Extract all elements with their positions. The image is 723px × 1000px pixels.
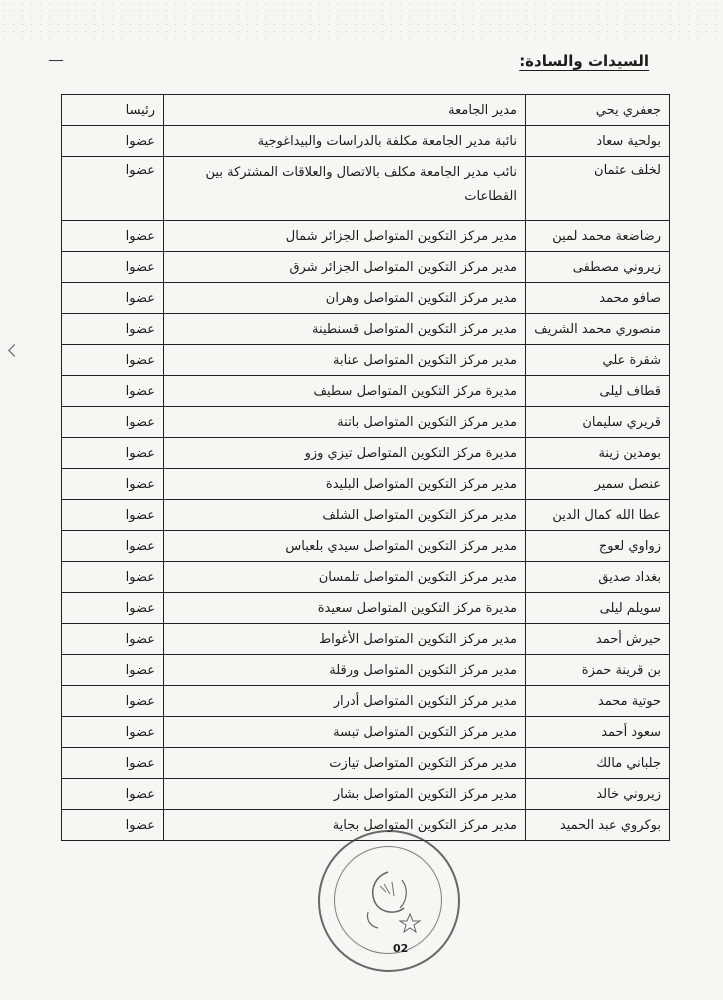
table-row [62,314,670,345]
member-name-cell: بن قرينة حمزة [526,655,670,686]
member-status-cell: عضوا [62,469,164,500]
member-name-cell: زواوي لعوج [526,531,670,562]
margin-mark [8,344,21,357]
member-name-cell: بوكروي عبد الحميد [526,810,670,841]
member-role-cell: مدير مركز التكوين المتواصل الشلف [164,500,526,531]
member-name-cell: عطا الله كمال الدين [526,500,670,531]
member-status-cell: عضوا [62,655,164,686]
heading-dash [49,60,63,61]
page-number: 02 [393,942,409,955]
member-status-cell: عضوا [62,157,164,221]
member-status-cell: عضوا [62,221,164,252]
member-role-cell: نائبة مدير الجامعة مكلفة بالدراسات والبيداغوجية [164,126,526,157]
member-name-cell: عنصل سمير [526,469,670,500]
member-name-cell: بولحية سعاد [526,126,670,157]
official-stamp [318,830,460,972]
table-row [62,438,670,469]
member-role-cell: مدير مركز التكوين المتواصل الجزائر شرق [164,252,526,283]
member-role-cell: مدير مركز التكوين المتواصل وهران [164,283,526,314]
table-row [62,655,670,686]
member-status-cell: عضوا [62,624,164,655]
member-name-cell: سويلم ليلى [526,593,670,624]
member-name-cell: زيروني خالد [526,779,670,810]
member-name-cell: صافو محمد [526,283,670,314]
member-role-cell: مدير مركز التكوين المتواصل سيدي بلعباس [164,531,526,562]
member-role-cell: مدير الجامعة [164,95,526,126]
table-row [62,531,670,562]
table-row [62,748,670,779]
member-status-cell: عضوا [62,593,164,624]
table-row [62,345,670,376]
member-name-cell: جعفري يحي [526,95,670,126]
member-role-cell: مدير مركز التكوين المتواصل باتنة [164,407,526,438]
member-name-cell: لخلف عثمان [526,157,670,221]
member-name-cell: قريري سليمان [526,407,670,438]
member-status-cell: عضوا [62,314,164,345]
table-row [62,221,670,252]
member-name-cell: بومدين زينة [526,438,670,469]
member-status-cell: عضوا [62,126,164,157]
table-row [62,469,670,500]
member-name-cell: قطاف ليلى [526,376,670,407]
member-status-cell: عضوا [62,407,164,438]
addressee-heading: السيدات والسادة: [519,52,649,70]
member-name-cell: حوتية محمد [526,686,670,717]
member-status-cell: عضوا [62,748,164,779]
table-row [62,686,670,717]
member-status-cell: عضوا [62,345,164,376]
member-status-cell: عضوا [62,376,164,407]
member-status-cell: عضوا [62,252,164,283]
member-role-cell: مديرة مركز التكوين المتواصل سطيف [164,376,526,407]
member-role-cell: مدير مركز التكوين المتواصل قسنطينة [164,314,526,345]
member-name-cell: زيروني مصطفى [526,252,670,283]
member-status-cell: عضوا [62,717,164,748]
table-row [62,126,670,157]
member-role-cell: مديرة مركز التكوين المتواصل تيزي وزو [164,438,526,469]
table-row [62,157,670,221]
member-name-cell: منصوري محمد الشريف [526,314,670,345]
member-name-cell: بغداد صديق [526,562,670,593]
table-row [62,252,670,283]
member-role-cell: مدير مركز التكوين المتواصل تلمسان [164,562,526,593]
member-name-cell: رضاضعة محمد لمين [526,221,670,252]
table-row [62,407,670,438]
member-status-cell: عضوا [62,531,164,562]
member-name-cell: حيرش أحمد [526,624,670,655]
members-table [61,94,670,841]
official-seal-icon [350,866,428,936]
member-role-cell: مدير مركز التكوين المتواصل عنابة [164,345,526,376]
member-status-cell: عضوا [62,562,164,593]
member-role-cell: مدير مركز التكوين المتواصل تبسة [164,717,526,748]
table-row [62,562,670,593]
members-table-body [62,95,670,841]
member-name-cell: سعود أحمد [526,717,670,748]
table-row [62,593,670,624]
member-status-cell: عضوا [62,779,164,810]
member-role-cell: مدير مركز التكوين المتواصل بجاية [164,810,526,841]
table-row [62,95,670,126]
member-status-cell: عضوا [62,686,164,717]
table-row [62,717,670,748]
table-row [62,376,670,407]
member-role-cell: مدير مركز التكوين المتواصل أدرار [164,686,526,717]
member-role-cell: مدير مركز التكوين المتواصل ورقلة [164,655,526,686]
table-row [62,779,670,810]
member-name-cell: شقرة علي [526,345,670,376]
table-row [62,500,670,531]
member-role-cell: مدير مركز التكوين المتواصل بشار [164,779,526,810]
member-status-cell: عضوا [62,500,164,531]
member-status-cell: عضوا [62,438,164,469]
member-role-cell: مدير مركز التكوين المتواصل تيازت [164,748,526,779]
member-name-cell: جلباني مالك [526,748,670,779]
member-status-cell: عضوا [62,810,164,841]
table-row [62,283,670,314]
member-role-cell: مدير مركز التكوين المتواصل الجزائر شمال [164,221,526,252]
member-role-cell: مدير مركز التكوين المتواصل الأغواط [164,624,526,655]
table-row [62,624,670,655]
member-role-cell: مدير مركز التكوين المتواصل البليدة [164,469,526,500]
member-status-cell: رئيسا [62,95,164,126]
member-role-cell: نائب مدير الجامعة مكلف بالاتصال والعلاقات المشتركة بين القطاعات [164,157,526,221]
scan-speckle [0,0,723,40]
member-status-cell: عضوا [62,283,164,314]
member-role-cell: مديرة مركز التكوين المتواصل سعيدة [164,593,526,624]
